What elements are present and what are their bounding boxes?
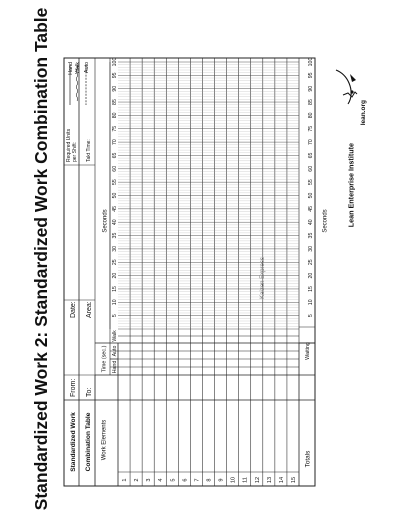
to-label: To: — [86, 387, 93, 397]
row-number: 15 — [290, 476, 297, 484]
row-number: 13 — [266, 476, 273, 484]
seconds-tick: 90 — [308, 85, 314, 92]
seconds-tick: 90 — [112, 85, 118, 92]
seconds-tick: 65 — [112, 152, 118, 159]
seconds-tick: 100 — [112, 57, 118, 67]
row-number: 4 — [158, 478, 165, 482]
seconds-ticks-bottom — [308, 58, 314, 318]
seconds-tick: 20 — [112, 272, 118, 279]
legend-hand: Hand — [68, 62, 74, 75]
row-number: 9 — [218, 478, 225, 482]
time-sec-header: Time (sec.) — [101, 345, 108, 373]
seconds-tick: 25 — [308, 259, 314, 266]
row-number: 8 — [206, 478, 213, 482]
totals-label: Totals — [304, 450, 312, 468]
walk-header: Walk — [112, 330, 118, 342]
seconds-tick: 70 — [308, 139, 314, 145]
seconds-tick: 95 — [112, 72, 118, 79]
seconds-tick: 75 — [112, 125, 118, 132]
seconds-tick: 5 — [308, 314, 314, 318]
from-label: From: — [70, 378, 77, 397]
seconds-label-bottom: Seconds — [322, 209, 329, 233]
seconds-tick: 60 — [112, 165, 118, 172]
legend-auto: Auto — [84, 62, 90, 74]
row-number: 12 — [254, 476, 261, 484]
work-element-rows — [110, 58, 299, 486]
logo-mark-icon — [350, 74, 356, 82]
logo-url: lean.org — [360, 100, 367, 126]
seconds-ticks-top — [112, 58, 118, 318]
logo-name: Lean Enterprise Institute — [346, 143, 356, 228]
lei-logo — [336, 70, 367, 227]
seconds-tick: 15 — [308, 286, 314, 292]
takt-time-label: Takt Time: — [86, 139, 92, 162]
seconds-tick: 30 — [112, 246, 118, 252]
row-number: 3 — [146, 478, 153, 482]
waiting-label: Waiting — [305, 342, 311, 360]
watermark: Kaizen Express — [260, 257, 266, 299]
required-units-label-line1: Required Units — [66, 128, 72, 162]
date-label: Date: — [70, 301, 77, 318]
seconds-tick: 85 — [308, 99, 314, 105]
seconds-tick: 35 — [112, 232, 118, 239]
hand-header: Hand — [112, 360, 118, 374]
row-number: 5 — [170, 478, 177, 482]
logo-swoosh-icon — [336, 70, 351, 104]
seconds-tick: 10 — [112, 299, 118, 306]
area-label: Area: — [86, 301, 93, 318]
row-number: 1 — [122, 478, 129, 482]
seconds-tick: 50 — [112, 192, 118, 199]
seconds-tick: 80 — [308, 112, 314, 119]
table-title-line1: Standardized Work — [70, 412, 77, 472]
seconds-tick: 60 — [308, 165, 314, 172]
seconds-tick: 55 — [308, 179, 314, 186]
legend-walk: Walk — [75, 62, 81, 74]
seconds-tick: 100 — [308, 57, 314, 67]
seconds-tick: 10 — [308, 299, 314, 306]
seconds-tick: 15 — [112, 286, 118, 292]
seconds-tick: 30 — [308, 246, 314, 252]
row-number: 6 — [182, 478, 189, 482]
seconds-tick: 45 — [112, 205, 118, 212]
row-number: 11 — [242, 477, 249, 483]
row-number: 14 — [278, 476, 285, 484]
seconds-tick: 45 — [308, 205, 314, 212]
required-units-label-line2: per Shift: — [72, 141, 78, 162]
row-number: 2 — [134, 478, 141, 482]
seconds-tick: 20 — [308, 272, 314, 279]
table-title-line2: Combination Table — [85, 412, 92, 472]
seconds-tick: 40 — [112, 219, 118, 226]
seconds-grid — [110, 62, 299, 329]
seconds-tick: 40 — [308, 219, 314, 226]
seconds-tick: 85 — [112, 99, 118, 105]
seconds-label-top: Seconds — [102, 209, 109, 233]
row-number: 7 — [194, 478, 201, 482]
seconds-tick: 55 — [112, 179, 118, 186]
work-elements-header: Work Elements — [101, 419, 108, 461]
seconds-tick: 75 — [308, 125, 314, 132]
page-title: Standardized Work 2: Standardized Work Combination Table — [31, 7, 51, 511]
seconds-tick: 65 — [308, 152, 314, 159]
seconds-tick: 70 — [112, 139, 118, 145]
row-number: 10 — [230, 476, 237, 484]
seconds-tick: 35 — [308, 232, 314, 239]
seconds-tick: 50 — [308, 192, 314, 199]
seconds-tick: 80 — [112, 112, 118, 119]
seconds-tick: 5 — [112, 314, 118, 318]
logo-figure-icon — [343, 92, 357, 97]
auto-header: Auto — [112, 345, 118, 357]
seconds-tick: 25 — [112, 259, 118, 266]
seconds-tick: 95 — [308, 72, 314, 79]
